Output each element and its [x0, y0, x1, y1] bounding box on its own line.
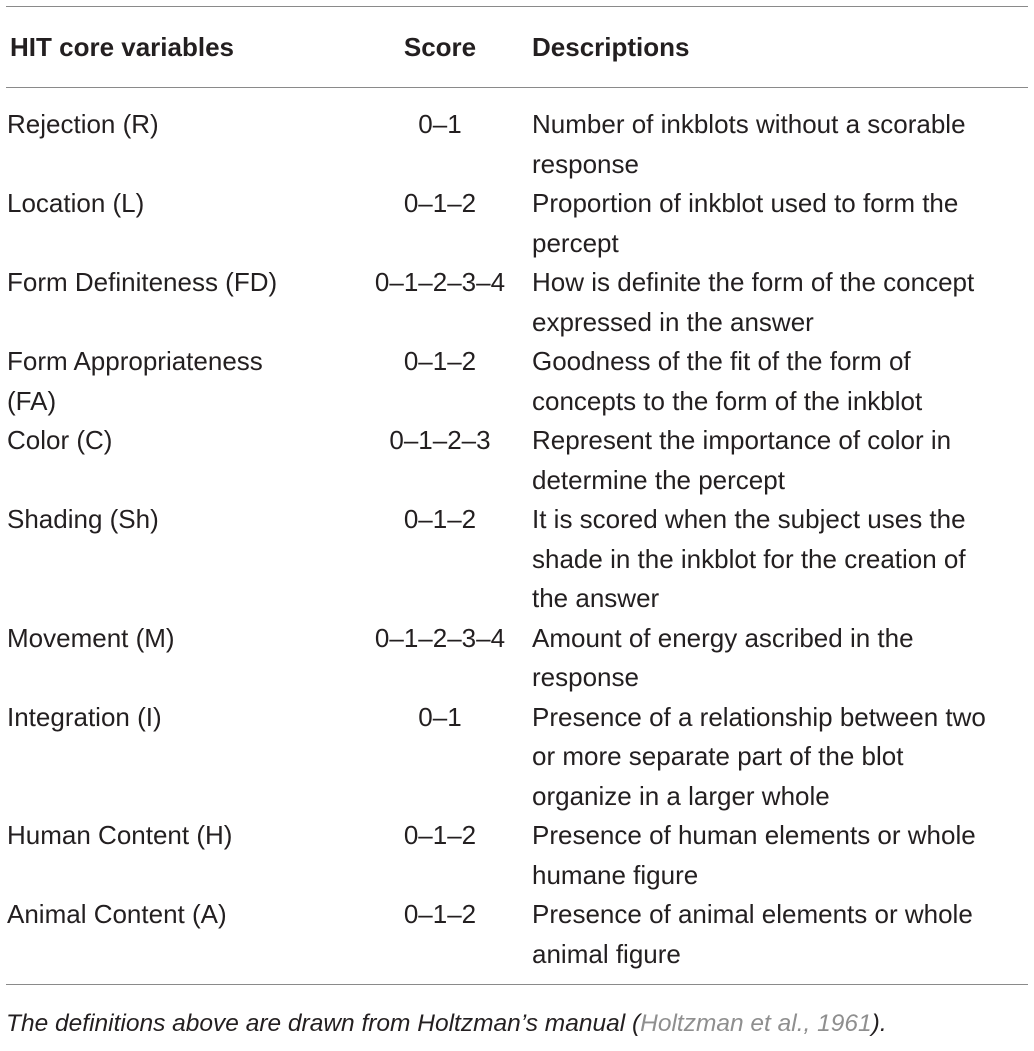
table-row [6, 421, 1028, 500]
description-line: Presence of human elements or whole [532, 820, 976, 850]
variable-cell [6, 342, 350, 421]
variable-line: Location (L) [7, 188, 145, 218]
header-description: Descriptions [532, 31, 690, 62]
hit-variables-table [6, 6, 1028, 985]
description-cell [530, 698, 1028, 817]
table-row [6, 895, 1028, 974]
description-line: concepts to the form of the inkblot [532, 385, 923, 416]
variable-cell [6, 895, 350, 935]
variable-line: Animal Content (A) [7, 899, 227, 929]
description-cell [530, 500, 1028, 619]
score-cell: 0–1–2–3–4 [374, 622, 506, 653]
description-line: Number of inkblots without a scorable [532, 109, 966, 139]
variable-line: Integration (I) [7, 701, 162, 732]
footnote-text-before: The definitions above are drawn from Holtzman’s manual ( [6, 1010, 641, 1037]
score-cell: 0–1–2 [403, 188, 477, 218]
variable-cell [6, 421, 350, 461]
description-cell [530, 184, 1028, 263]
description-cell [530, 342, 1028, 421]
variable-line: Form Definiteness (FD) [7, 267, 278, 297]
variable-cell [6, 105, 350, 145]
table-row [6, 816, 1028, 895]
description-line: Presence of animal elements or whole [532, 899, 973, 929]
description-line: Proportion of inkblot used to form the [532, 188, 959, 218]
description-line: percept [532, 227, 619, 258]
table-row [6, 184, 1028, 263]
footnote-citation-link[interactable]: Holtzman et al., 1961 [640, 1010, 872, 1037]
description-cell [530, 816, 1028, 895]
description-line: expressed in the answer [532, 306, 814, 337]
variable-cell [6, 263, 350, 303]
description-line: determine the percept [532, 464, 785, 495]
score-cell: 0–1 [418, 109, 462, 139]
score-cell: 0–1–2 [403, 504, 477, 534]
table-row [6, 105, 1028, 184]
description-line: Represent the importance of color in [532, 425, 952, 455]
description-cell [530, 105, 1028, 184]
table-header-row [6, 7, 1028, 87]
table-row [6, 698, 1028, 817]
description-line: response [532, 148, 639, 179]
header-score: Score [403, 31, 477, 62]
score-cell: 0–1–2–3 [389, 425, 491, 455]
description-cell [530, 895, 1028, 974]
description-line: Goodness of the fit of the form of [532, 346, 911, 376]
description-cell [530, 619, 1028, 698]
description-line: organize in a larger whole [532, 780, 830, 811]
variable-line: Movement (M) [7, 622, 175, 653]
header-variable: HIT core variables [10, 31, 234, 62]
footnote-text-after: ). [871, 1010, 887, 1037]
table-bottom-rule [6, 984, 1028, 985]
description-line: It is scored when the subject uses the [532, 504, 966, 534]
description-line: or more separate part of the blot [532, 741, 904, 771]
table-row [6, 342, 1028, 421]
table-row [6, 500, 1028, 619]
description-line: Presence of a relationship between two [532, 701, 986, 732]
score-cell: 0–1 [418, 701, 462, 732]
score-cell: 0–1–2–3–4 [374, 267, 506, 297]
variable-line: Color (C) [7, 425, 113, 455]
table-row [6, 619, 1028, 698]
score-cell: 0–1–2 [403, 346, 477, 376]
variable-cell [6, 184, 350, 224]
variable-cell [6, 698, 350, 738]
description-line: the answer [532, 583, 660, 613]
variable-cell [6, 619, 350, 659]
description-line: shade in the inkblot for the creation of [532, 543, 966, 574]
variable-cell [6, 500, 350, 540]
description-line: response [532, 662, 639, 692]
score-cell: 0–1–2 [403, 899, 477, 929]
description-line: animal figure [532, 938, 681, 969]
variable-line: Rejection (R) [7, 109, 159, 139]
variable-cell [6, 816, 350, 856]
description-line: How is definite the form of the concept [532, 267, 975, 297]
description-line: humane figure [532, 859, 699, 890]
description-cell [530, 263, 1028, 342]
variable-line: Human Content (H) [7, 820, 233, 850]
table-row [6, 263, 1028, 342]
description-line: Amount of energy ascribed in the [532, 622, 914, 653]
score-cell: 0–1–2 [403, 820, 477, 850]
table-body [6, 88, 1028, 984]
variable-line: Form Appropriateness [7, 346, 263, 376]
description-cell [530, 421, 1028, 500]
table-footnote [6, 1010, 887, 1038]
variable-line: Shading (Sh) [7, 504, 159, 534]
variable-line: (FA) [7, 385, 57, 416]
